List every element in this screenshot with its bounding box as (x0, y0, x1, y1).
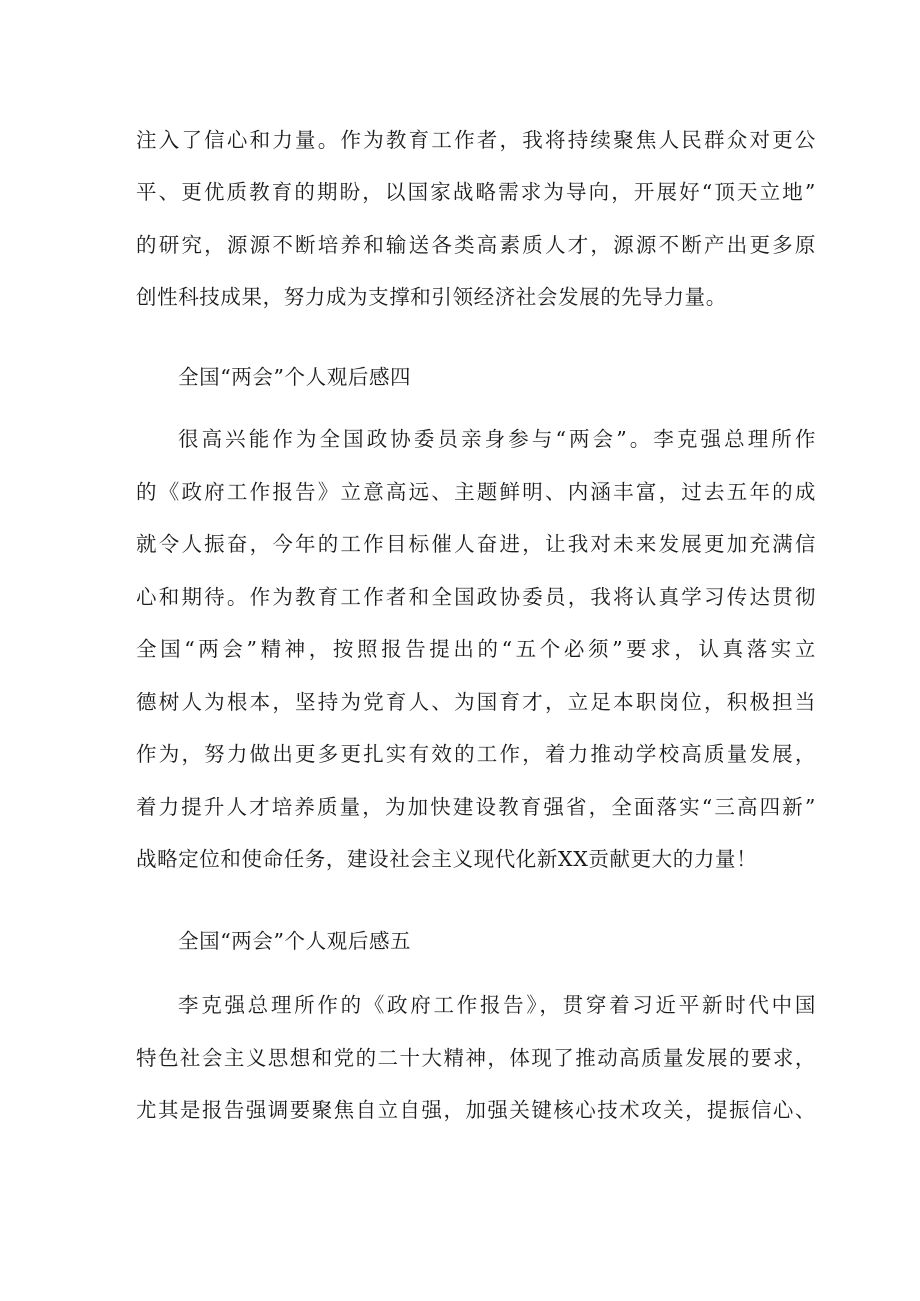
paragraph-line: 注入了信心和力量。作为教育工作者，我将持续聚焦人民群众对更公 (136, 128, 816, 152)
paragraph-line: 的研究，源源不断培养和输送各类高素质人才，源源不断产出更多原 (136, 233, 816, 257)
paragraph-line: 尤其是报告强调要聚焦自立自强，加强关键核心技术攻关，提振信心、 (136, 1098, 816, 1122)
section-heading-5: 全国“两会”个人观后感五 (178, 929, 412, 953)
paragraph-line: 作为，努力做出更多更扎实有效的工作，着力推动学校高质量发展， (136, 742, 816, 766)
paragraph-line: 很高兴能作为全国政协委员亲身参与“两会”。李克强总理所作 (178, 427, 816, 451)
paragraph-line: 特色社会主义思想和党的二十大精神，体现了推动高质量发展的要求， (136, 1046, 816, 1070)
paragraph-line: 着力提升人才培养质量，为加快建设教育强省，全面落实“三高四新” (136, 795, 816, 819)
paragraph-line: 的《政府工作报告》立意高远、主题鲜明、内涵丰富，过去五年的成 (136, 480, 816, 504)
paragraph-line: 全国“两会”精神，按照报告提出的“五个必须”要求，认真落实立 (136, 637, 816, 661)
paragraph-line: 就令人振奋，今年的工作目标催人奋进，让我对未来发展更加充满信 (136, 532, 816, 556)
section-heading-4: 全国“两会”个人观后感四 (178, 365, 412, 389)
paragraph-line: 德树人为根本，坚持为党育人、为国育才，立足本职岗位，积极担当 (136, 690, 816, 714)
paragraph-line: 战略定位和使命任务，建设社会主义现代化新XX贡献更大的力量！ (136, 847, 758, 871)
paragraph-line: 心和期待。作为教育工作者和全国政协委员，我将认真学习传达贯彻 (136, 585, 816, 609)
paragraph-line: 平、更优质教育的期盼，以国家战略需求为导向，开展好“顶天立地” (136, 180, 816, 204)
paragraph-line: 创性科技成果，努力成为支撑和引领经济社会发展的先导力量。 (136, 285, 727, 309)
paragraph-line: 李克强总理所作的《政府工作报告》，贯穿着习近平新时代中国 (178, 993, 816, 1017)
